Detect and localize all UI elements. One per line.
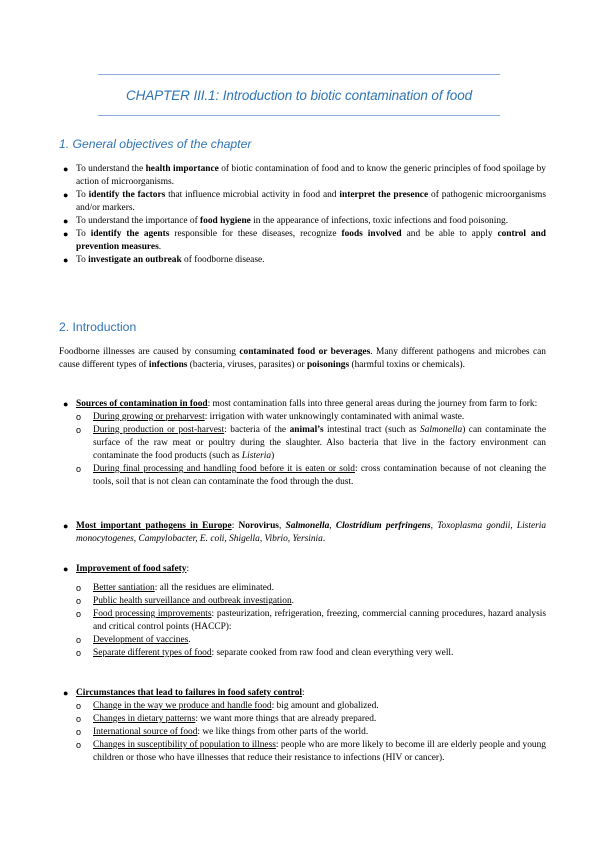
sub-list-item [76,595,546,608]
sub-list-item [76,608,546,634]
circle-bullet-icon: o [76,727,82,737]
emphasis: Better santiation [93,583,155,593]
bullet-icon: ● [63,216,69,226]
sub-list-item [76,634,546,647]
emphasis: Listeria [241,451,272,461]
section-heading-text: Improvement of food safety: [76,564,190,574]
objectives-list [59,163,546,267]
sub-list-item [76,424,546,463]
sub-list [59,700,546,765]
sub-item-text: Separate different types of food: separate cooked from raw food and clean everything very well. [93,648,454,658]
objective-item [59,254,546,267]
circle-bullet-icon: o [76,635,82,645]
emphasis: animal’s [289,425,324,435]
sub-list-item [76,463,546,489]
sub-list [59,582,546,660]
emphasis: investigate an outbreak [88,255,182,265]
objective-text: To investigate an outbreak of foodborne disease. [76,255,265,265]
sub-list [59,411,546,489]
objective-text: To identify the agents responsible for these diseases, recognize foods involved and be able to apply control and prevention measures. [76,229,546,252]
emphasis: foods involved [341,229,402,239]
sub-list-item [76,700,546,713]
emphasis: Public health surveillance and outbreak investigation [93,596,292,606]
section-heading-text: Sources of contamination in food: most contamination falls into three general areas during the journey from farm to fork: [76,399,538,409]
circle-bullet-icon: o [76,701,82,711]
sub-list-item [76,713,546,726]
sub-list-item [76,647,546,660]
objective-text: To understand the importance of food hygiene in the appearance of infections, toxic infections and food poisoning. [76,216,509,226]
chapter-title: CHAPTER III.1: Introduction to biotic contamination of food [125,88,473,103]
bullet-icon: ● [63,688,69,698]
circle-bullet-icon: o [76,609,82,619]
sub-item-text: During production or post-harvest: bacteria of the animal’s intestinal tract (such as Salmonella) can contaminate the surface of the raw meat or poultry during the slaughter. Also bacteria that live in the factory environment can contaminate the food products (such as Listeria) [93,425,546,461]
objective-text: To identify the factors that influence microbial activity in food and interpret the presence of pathogenic microorganisms and/or markers. [76,190,546,213]
emphasis: Toxoplasma gondii, Listeria monocytogenes [76,521,547,544]
sub-item-text: Food processing improvements: pasteurization, refrigeration, freezing, commercial canning procedures, hazard analysis and critical control points (HACCP): [93,609,546,632]
emphasis: During growing or preharvest [93,412,205,422]
emphasis: contaminated food or beverages [239,347,371,357]
emphasis: identify the agents [90,229,170,239]
emphasis: Changes in susceptibility of population to illness [93,740,276,750]
bullet-icon: ● [63,164,69,174]
sub-list-item [76,739,546,765]
emphasis: Change in the way we produce and handle food [93,701,272,711]
emphasis: During final processing and handling food before it is eaten or sold [93,464,355,474]
sub-item-text: Development of vaccines. [93,635,191,645]
emphasis: poisonings [306,360,350,370]
objective-item [59,163,546,189]
sub-list-item [76,582,546,595]
emphasis: International source of food [93,727,198,737]
circle-bullet-icon: o [76,464,82,474]
bullet-icon: ● [63,229,69,239]
emphasis: During production or post-harvest [93,425,225,435]
sub-item-text: International source of food: we like things from other parts of the world. [93,727,369,737]
objective-text: To understand the health importance of biotic contamination of food and to know the generic principles of food spoilage by action of microorganisms. [76,164,546,187]
objectives-heading: 1. General objectives of the chapter [59,137,252,151]
circle-bullet-icon: o [76,412,82,422]
objective-item [59,215,546,228]
emphasis: Campylobacter, E. coli, Shigella, Vibrio, Yersinia [138,534,323,544]
sub-item-text: Changes in susceptibility of population to illness: people who are more likely to become ill are elderly people and young children or those who have illnesses that reduce their resistance to infections (HIV or cancer). [93,740,546,763]
circle-bullet-icon: o [76,583,82,593]
title-bottom-rule [98,115,500,116]
sub-list-item [76,726,546,739]
emphasis: Circumstances that lead to failures in food safety control [76,688,303,698]
sub-list-item [76,411,546,424]
sub-item-text: Changes in dietary patterns: we want more things that are already prepared. [93,714,377,724]
emphasis: Most important pathogens in Europe [76,521,232,531]
emphasis: interpret the presence [339,190,429,200]
objective-item [59,228,546,254]
emphasis: Improvement of food safety [76,564,187,574]
emphasis: Changes in dietary patterns [93,714,196,724]
section-sources-of-contamination [59,398,546,489]
emphasis: Norovirus [238,521,279,531]
emphasis: identify the factors [88,190,166,200]
section-important-pathogens [59,520,546,546]
sub-item-text: During final processing and handling food before it is eaten or sold: cross contamination because of not cleaning the tools, soil that is not clean can contaminate the food through the dust. [93,464,547,487]
circle-bullet-icon: o [76,648,82,658]
emphasis: Development of vaccines [93,635,189,645]
emphasis: Clostridium perfringens [335,521,431,531]
title-top-rule [98,74,500,75]
bullet-icon: ● [63,190,69,200]
bullet-icon: ● [63,399,69,409]
introduction-paragraph: Foodborne illnesses are caused by consuming contaminated food or beverages. Many different pathogens and microbes can cause different types of infections (bacteria, viruses, parasites) or poisonings (harmful toxins or chemicals). [59,347,546,370]
emphasis: Sources of contamination in food [76,399,208,409]
emphasis: Salmonella [420,425,463,435]
circle-bullet-icon: o [76,596,82,606]
circle-bullet-icon: o [76,714,82,724]
sub-item-text: Better santiation: all the residues are eliminated. [93,583,274,593]
section-heading-text: Circumstances that lead to failures in food safety control: [76,688,305,698]
objective-item [59,189,546,215]
section-heading-text: Most important pathogens in Europe: Norovirus, Salmonella, Clostridium perfringens, Toxoplasma gondii, Listeria monocytogenes, Campylobacter, E. coli, Shigella, Vibrio, Yersinia. [76,521,547,544]
sub-item-text: Public health surveillance and outbreak investigation. [93,596,294,606]
bullet-icon: ● [63,564,69,574]
bullet-icon: ● [63,255,69,265]
section-improvement-food-safety [59,563,546,660]
emphasis: Food processing improvements [93,609,212,619]
emphasis: Separate different types of food [93,648,212,658]
sub-item-text: Change in the way we produce and handle food: big amount and globalized. [93,701,379,711]
bullet-icon: ● [63,521,69,531]
emphasis: control and prevention measures [76,229,546,252]
emphasis: health importance [145,164,219,174]
emphasis: food hygiene [200,216,251,226]
emphasis: Salmonella [285,521,330,531]
circle-bullet-icon: o [76,740,82,750]
circle-bullet-icon: o [76,425,82,435]
introduction-heading: 2. Introduction [59,320,137,334]
sub-item-text: During growing or preharvest: irrigation with water unknowingly contaminated with animal waste. [93,412,465,422]
section-failures-food-safety [59,687,546,765]
emphasis: infections [148,360,188,370]
